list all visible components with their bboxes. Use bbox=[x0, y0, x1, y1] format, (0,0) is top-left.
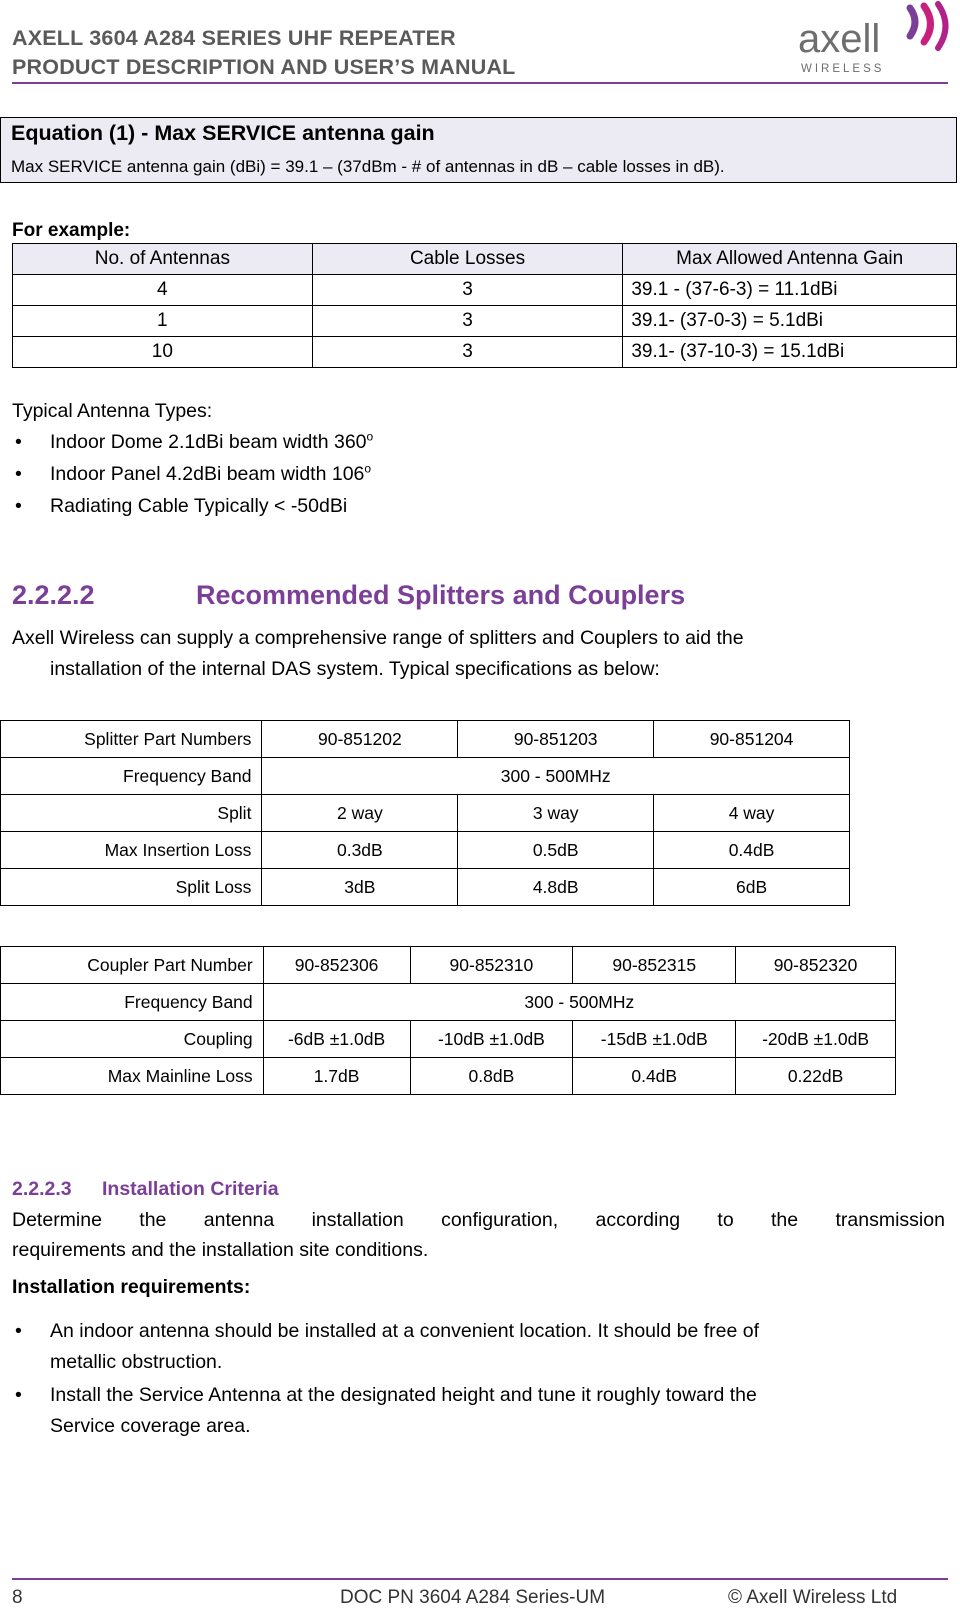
table-cell: 6dB bbox=[654, 869, 850, 906]
table-row bbox=[1, 758, 850, 795]
table-row bbox=[1, 795, 850, 832]
antenna-types-label: Typical Antenna Types: bbox=[12, 400, 213, 422]
column-header: Cable Losses bbox=[312, 244, 623, 275]
list-item-line-1: • An indoor antenna should be installed at a convenient location. It should be free of bbox=[50, 1320, 759, 1342]
coupler-table bbox=[0, 946, 896, 1095]
list-item bbox=[12, 1380, 942, 1442]
paragraph-line-2: requirements and the installation site conditions. bbox=[12, 1239, 429, 1261]
logo-subword: WIRELESS bbox=[801, 63, 885, 75]
example-label: For example: bbox=[12, 220, 131, 241]
table-cell: 300 - 500MHz bbox=[263, 984, 895, 1021]
equation-title: Equation (1) - Max SERVICE antenna gain bbox=[11, 121, 435, 145]
row-label: Split bbox=[1, 795, 262, 832]
row-label: Frequency Band bbox=[1, 758, 262, 795]
table-row bbox=[13, 306, 957, 337]
table-header-row bbox=[1, 947, 896, 984]
table-cell: 39.1 - (37-6-3) = 11.1dBi bbox=[623, 275, 957, 306]
axell-wireless-logo bbox=[798, 0, 950, 78]
table-cell: 39.1- (37-0-3) = 5.1dBi bbox=[623, 306, 957, 337]
header-line-2: PRODUCT DESCRIPTION AND USER’S MANUAL bbox=[12, 55, 516, 79]
table-cell: 10 bbox=[13, 337, 313, 368]
list-item-text: Indoor Dome 2.1dBi beam width 360 bbox=[50, 431, 367, 453]
table-cell: 0.4dB bbox=[573, 1058, 736, 1095]
word: to bbox=[717, 1209, 734, 1231]
row-label: Max Mainline Loss bbox=[1, 1058, 264, 1095]
table-cell: -10dB ±1.0dB bbox=[410, 1021, 573, 1058]
part-number: 90-852315 bbox=[573, 947, 736, 984]
list-item-line-1: • Install the Service Antenna at the designated height and tune it roughly toward the bbox=[50, 1384, 757, 1406]
splitters-intro bbox=[12, 623, 942, 685]
part-number: 90-851203 bbox=[458, 721, 654, 758]
splitter-table bbox=[0, 720, 850, 906]
table-row bbox=[13, 337, 957, 368]
installation-requirements-label: Installation requirements: bbox=[12, 1276, 251, 1298]
list-item-text: Indoor Panel 4.2dBi beam width 106 bbox=[50, 463, 365, 485]
section-heading-installation bbox=[12, 1178, 279, 1201]
table-cell: -20dB ±1.0dB bbox=[736, 1021, 896, 1058]
part-number: 90-852306 bbox=[263, 947, 410, 984]
table-cell: 3 bbox=[312, 306, 623, 337]
word: Determine bbox=[12, 1209, 102, 1231]
section-title: Recommended Splitters and Couplers bbox=[196, 580, 686, 610]
table-cell: 3 bbox=[312, 275, 623, 306]
footer-doc-number: DOC PN 3604 A284 Series-UM bbox=[340, 1587, 606, 1608]
row-label: Splitter Part Numbers bbox=[1, 721, 262, 758]
table-cell: 3dB bbox=[262, 869, 458, 906]
section-number: 2.2.2.3 bbox=[12, 1178, 72, 1200]
table-cell: 39.1- (37-10-3) = 15.1dBi bbox=[623, 337, 957, 368]
intro-line-1: Axell Wireless can supply a comprehensive range of splitters and Couplers to aid the bbox=[12, 627, 744, 649]
row-label: Coupler Part Number bbox=[1, 947, 264, 984]
part-number: 90-852310 bbox=[410, 947, 573, 984]
word: according bbox=[595, 1209, 681, 1231]
word: the bbox=[771, 1209, 799, 1231]
list-item bbox=[12, 490, 373, 522]
header-rule bbox=[12, 82, 948, 84]
installation-criteria-paragraph bbox=[12, 1205, 945, 1265]
header-line-1: AXELL 3604 A284 SERIES UHF REPEATER bbox=[12, 26, 456, 50]
row-label: Max Insertion Loss bbox=[1, 832, 262, 869]
table-row bbox=[13, 275, 957, 306]
list-item-text: Radiating Cable Typically < -50dBi bbox=[50, 495, 348, 517]
list-item bbox=[12, 458, 373, 490]
table-row bbox=[1, 832, 850, 869]
word: installation bbox=[311, 1209, 404, 1231]
table-cell: -6dB ±1.0dB bbox=[263, 1021, 410, 1058]
part-number: 90-852320 bbox=[736, 947, 896, 984]
section-number: 2.2.2.2 bbox=[12, 580, 95, 610]
footer-copyright: © Axell Wireless Ltd bbox=[728, 1587, 898, 1608]
word: antenna bbox=[203, 1209, 275, 1231]
table-cell: 4 way bbox=[654, 795, 850, 832]
table-cell: 1 bbox=[13, 306, 313, 337]
document-header-title bbox=[12, 24, 516, 82]
table-cell: 0.4dB bbox=[654, 832, 850, 869]
table-row bbox=[1, 1021, 896, 1058]
part-number: 90-851204 bbox=[654, 721, 850, 758]
table-header-row bbox=[13, 244, 957, 275]
degree-superscript: o bbox=[364, 461, 372, 476]
word: the bbox=[139, 1209, 167, 1231]
list-item bbox=[12, 1316, 942, 1378]
table-cell: -15dB ±1.0dB bbox=[573, 1021, 736, 1058]
table-row bbox=[1, 869, 850, 906]
list-item bbox=[12, 426, 373, 458]
part-number: 90-851202 bbox=[262, 721, 458, 758]
table-cell: 0.22dB bbox=[736, 1058, 896, 1095]
example-table bbox=[12, 243, 957, 368]
column-header: No. of Antennas bbox=[13, 244, 313, 275]
intro-line-2: installation of the internal DAS system. Typical specifications as below: bbox=[50, 658, 660, 680]
degree-superscript: o bbox=[366, 429, 374, 444]
table-cell: 1.7dB bbox=[263, 1058, 410, 1095]
footer-rule bbox=[12, 1578, 948, 1580]
installation-requirements-list bbox=[12, 1316, 942, 1444]
table-cell: 3 way bbox=[458, 795, 654, 832]
table-cell: 4 bbox=[13, 275, 313, 306]
word: configuration, bbox=[441, 1209, 559, 1231]
table-header-row bbox=[1, 721, 850, 758]
section-heading-splitters bbox=[12, 580, 685, 611]
justified-line bbox=[12, 1205, 945, 1235]
table-cell: 300 - 500MHz bbox=[262, 758, 850, 795]
table-row bbox=[1, 984, 896, 1021]
section-title: Installation Criteria bbox=[102, 1178, 279, 1200]
table-cell: 0.3dB bbox=[262, 832, 458, 869]
antenna-types-list bbox=[12, 426, 373, 522]
logo-word: axell bbox=[798, 17, 881, 61]
row-label: Coupling bbox=[1, 1021, 264, 1058]
row-label: Frequency Band bbox=[1, 984, 264, 1021]
table-cell: 0.8dB bbox=[410, 1058, 573, 1095]
table-cell: 0.5dB bbox=[458, 832, 654, 869]
word: transmission bbox=[835, 1209, 945, 1231]
page-number: 8 bbox=[12, 1587, 23, 1608]
table-cell: 4.8dB bbox=[458, 869, 654, 906]
equation-text: Max SERVICE antenna gain (dBi) = 39.1 – (37dBm - # of antennas in dB – cable losses in dB). bbox=[11, 157, 725, 176]
table-cell: 3 bbox=[312, 337, 623, 368]
list-item-line-2: metallic obstruction. bbox=[50, 1351, 223, 1373]
list-item-line-2: Service coverage area. bbox=[50, 1415, 251, 1437]
table-row bbox=[1, 1058, 896, 1095]
table-cell: 2 way bbox=[262, 795, 458, 832]
row-label: Split Loss bbox=[1, 869, 262, 906]
column-header: Max Allowed Antenna Gain bbox=[623, 244, 957, 275]
